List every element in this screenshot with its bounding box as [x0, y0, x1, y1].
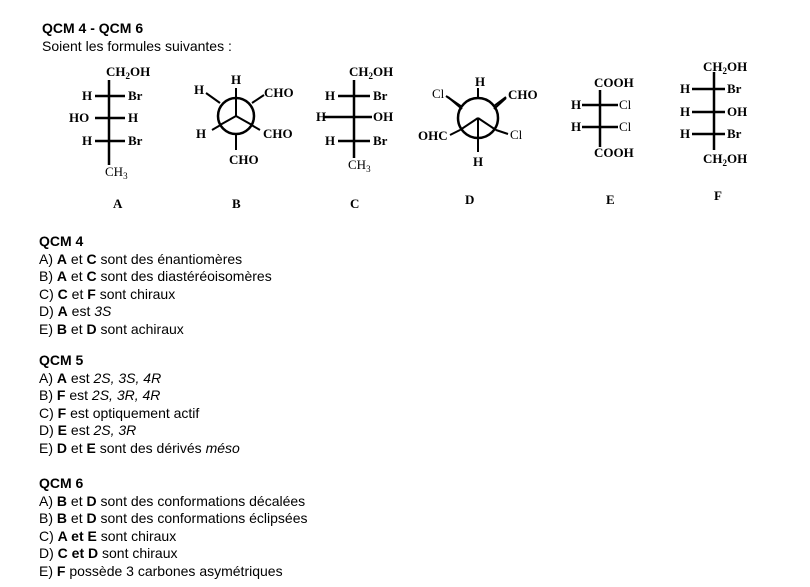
d-front-top: H	[475, 74, 486, 89]
d-back-top-left: Cl	[432, 86, 445, 101]
qcm6-items	[39, 493, 308, 581]
f-r3-left: H	[680, 126, 691, 141]
f-r2-right: OH	[727, 104, 748, 119]
f-r2-left: H	[680, 104, 691, 119]
answer-option: D) E est 2S, 3R	[39, 422, 137, 438]
answer-option: C) F est optiquement actif	[39, 404, 200, 421]
d-back-bottom: H	[473, 154, 484, 169]
qcm5-title: QCM 5	[39, 352, 84, 368]
answer-option: B) F est 2S, 3R, 4R	[39, 387, 161, 403]
f-r3-right: Br	[727, 126, 742, 141]
label-b: B	[232, 196, 241, 211]
a-r2-left: HO	[69, 110, 90, 125]
qcm4-section	[39, 233, 272, 338]
answer-option: E) D et E sont des dérivés méso	[39, 439, 240, 456]
b-front-right: CHO	[263, 126, 293, 141]
answer-option: C) C et F sont chiraux	[39, 285, 176, 302]
a-r3-right: Br	[128, 133, 143, 148]
qcm5-section	[39, 352, 240, 457]
e-r2-left: H	[571, 119, 582, 134]
qcm5-items	[39, 370, 240, 458]
qcm4-items	[39, 251, 272, 339]
b-back-bottom: CHO	[229, 152, 259, 167]
label-f: F	[714, 188, 722, 203]
e-top: COOH	[594, 75, 634, 90]
c-r2-left: H	[316, 109, 327, 124]
d-front-left: OHC	[418, 128, 448, 143]
molecule-figures	[0, 0, 810, 230]
molecule-b	[206, 88, 264, 150]
label-c: C	[350, 196, 360, 211]
answer-option: D) A est 3S	[39, 303, 112, 319]
c-r3-left: H	[325, 133, 336, 148]
a-top: $CH_2OH$	[106, 64, 151, 81]
c-r1-left: H	[325, 88, 336, 103]
molecule-e-labels	[571, 75, 634, 160]
page-title: QCM 4 - QCM 6	[42, 20, 144, 36]
answer-option: B) A et C sont des diastéréoisomères	[39, 268, 272, 284]
answer-option: E) F possède 3 carbones asymétriques	[39, 562, 283, 579]
e-bottom: COOH	[594, 145, 634, 160]
e-r1-left: H	[571, 97, 582, 112]
b-front-top: H	[231, 72, 242, 87]
e-r1-right: Cl	[619, 97, 632, 112]
b-back-top-right: CHO	[264, 85, 294, 100]
answer-option: A) A est 2S, 3S, 4R	[39, 369, 162, 386]
label-d: D	[465, 192, 475, 207]
a-r2-right: H	[128, 110, 139, 125]
f-r1-left: H	[680, 81, 691, 96]
c-top: $CH_2OH$	[349, 64, 394, 81]
b-back-top-left: H	[194, 82, 205, 97]
a-r1-left: H	[82, 88, 93, 103]
b-front-left: H	[196, 126, 207, 141]
qcm6-title: QCM 6	[39, 475, 84, 491]
answer-option: B) B et D sont des conformations éclipsées	[39, 510, 308, 526]
molecule-e	[582, 90, 618, 147]
c-r2-right: OH	[373, 109, 394, 124]
d-back-top-right: CHO	[508, 87, 538, 102]
qcm6-section	[39, 475, 308, 580]
page-subtitle: Soient les formules suivantes :	[42, 38, 232, 54]
a-r1-right: Br	[128, 88, 143, 103]
c-bottom: $CH_3$	[348, 157, 371, 174]
c-r3-right: Br	[373, 133, 388, 148]
d-front-right: Cl	[510, 127, 523, 142]
molecule-d	[446, 88, 508, 152]
label-e: E	[606, 192, 615, 207]
f-bottom: $CH_2OH$	[703, 151, 748, 168]
f-r1-right: Br	[727, 81, 742, 96]
e-r2-right: Cl	[619, 119, 632, 134]
c-r1-right: Br	[373, 88, 388, 103]
qcm4-title: QCM 4	[39, 233, 84, 249]
f-top: $CH_2OH$	[703, 59, 748, 76]
label-a: A	[113, 196, 123, 211]
answer-option: D) C et D sont chiraux	[39, 545, 178, 561]
a-r3-left: H	[82, 133, 93, 148]
molecule-f	[692, 72, 725, 150]
a-bottom: $CH_3$	[105, 164, 128, 181]
molecule-a	[95, 80, 125, 165]
answer-option: A) A et C sont des énantiomères	[39, 250, 243, 267]
answer-option: E) B et D sont achiraux	[39, 320, 184, 337]
answer-option: C) A et E sont chiraux	[39, 527, 177, 544]
answer-option: A) B et D sont des conformations décalées	[39, 492, 306, 509]
